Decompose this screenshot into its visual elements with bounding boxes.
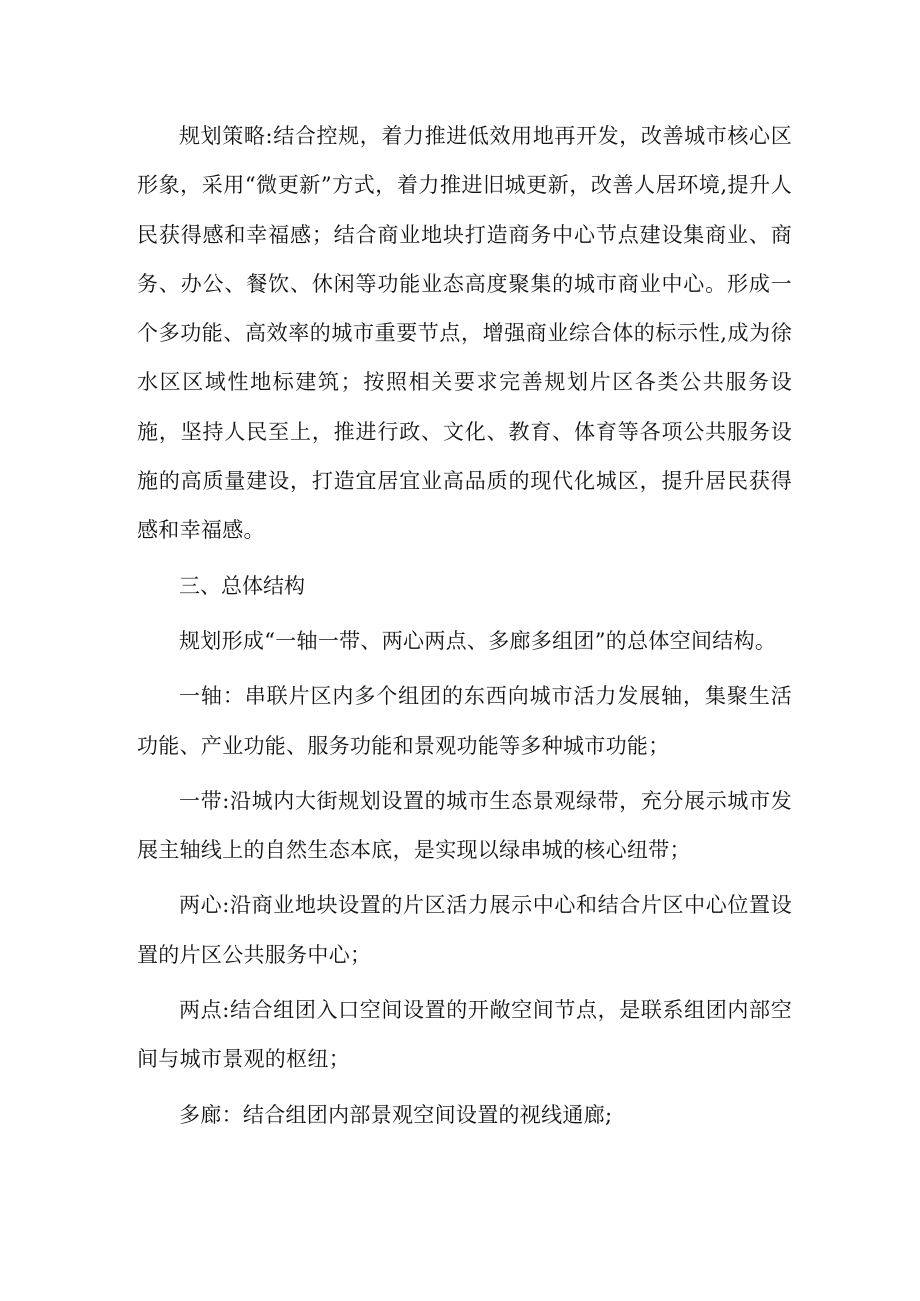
document-body xyxy=(137,112,792,1146)
paragraph-planning-strategy: 规划策略:结合控规，着力推进低效用地再开发，改善城市核心区形象，采用“微更新”方式，着力推进旧城更新，改善人居环境,提升人民获得感和幸福感；结合商业地块打造商务中心节点建设集商业、商务、办公、餐饮、休闲等功能业态高度聚集的城市商业中心。形成一个多功能、高效率的城市重要节点，增强商业综合体的标示性,成为徐水区区域性地标建筑；按照相关要求完善规划片区各类公共服务设施，坚持人民至上，推进行政、文化、教育、体育等各项公共服务设施的高质量建设，打造宜居宜业高品质的现代化城区，提升居民获得感和幸福感。 xyxy=(137,124,792,543)
paragraph-two-centers: 两心:沿商业地块设置的片区活力展示中心和结合片区中心位置设置的片区公共服务中心； xyxy=(137,893,792,967)
section-heading-overall-structure: 三、总体结构 xyxy=(179,573,305,598)
paragraph-structure-summary: 规划形成“一轴一带、两心两点、多廊多组团”的总体空间结构。 xyxy=(179,628,777,653)
paragraph-one-belt: 一带:沿城内大街规划设置的城市生态景观绿带，充分展示城市发展主轴线上的自然生态本底，是实现以绿串城的核心纽带； xyxy=(137,788,792,863)
paragraph-two-points: 两点:结合组团入口空间设置的开敞空间节点，是联系组团内部空间与城市景观的枢纽； xyxy=(137,998,792,1072)
paragraph-one-axis: 一轴：串联片区内多个组团的东西向城市活力发展轴，集聚生活功能、产业功能、服务功能和景观功能等多种城市功能； xyxy=(137,684,792,758)
paragraph-multiple-corridors: 多廊：结合组团内部景观空间设置的视线通廊; xyxy=(179,1102,613,1127)
